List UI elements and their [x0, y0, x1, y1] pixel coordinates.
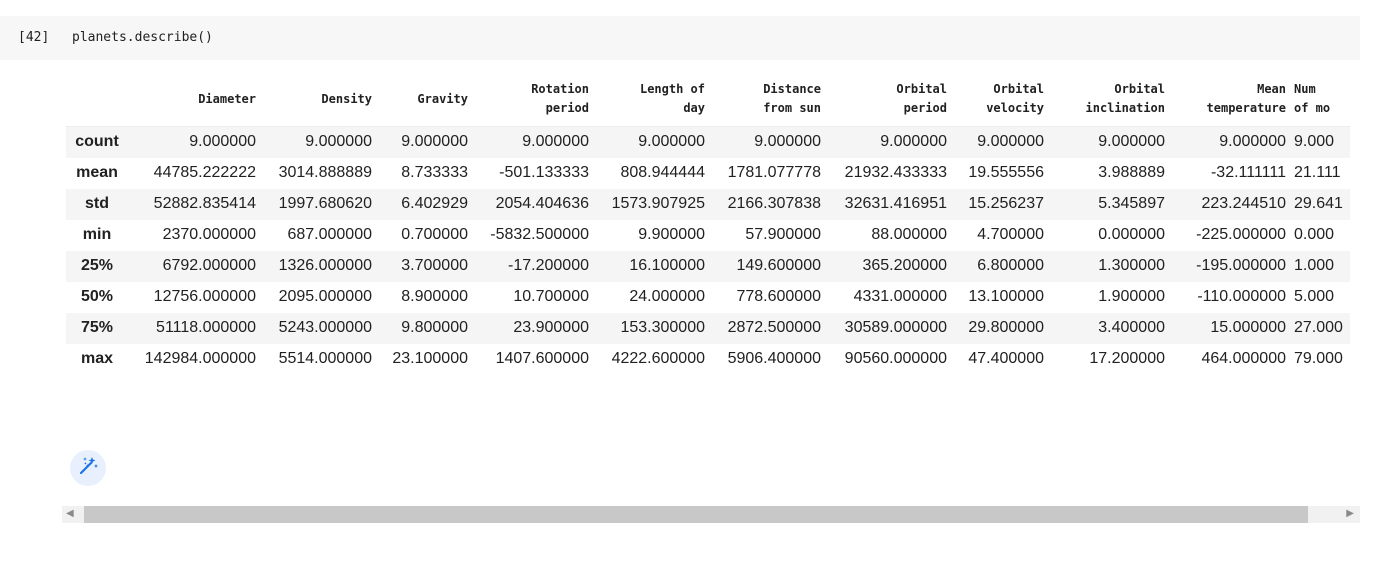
- magic-wand-button[interactable]: [70, 450, 106, 486]
- table-cell: 1997.680620: [278, 195, 372, 212]
- table-cell: 9.000000: [1219, 133, 1286, 151]
- table-cell: 16.100000: [629, 257, 705, 274]
- table-cell: 8.733333: [401, 164, 468, 181]
- scrollbar-thumb[interactable]: [84, 506, 1308, 523]
- horizontal-scrollbar[interactable]: [62, 506, 1360, 523]
- table-cell: 9.000000: [305, 133, 372, 151]
- column-header: Orbital inclination: [1048, 72, 1169, 127]
- table-cell: 19.555556: [968, 164, 1044, 181]
- column-header: Density: [260, 72, 376, 127]
- table-cell: 1.000: [1294, 257, 1335, 274]
- row-label: mean: [76, 164, 118, 181]
- table-cell: 3014.888889: [278, 164, 372, 181]
- row-label: std: [85, 195, 109, 212]
- table-cell: 9.000: [1294, 133, 1335, 151]
- table-cell: 1.300000: [1098, 257, 1165, 274]
- table-cell: 0.000: [1294, 226, 1335, 243]
- table-cell: 9.800000: [401, 319, 468, 336]
- table-row: [66, 127, 1350, 158]
- table-cell: 9.000000: [189, 133, 256, 151]
- table-cell: 3.988889: [1098, 164, 1165, 181]
- table-cell: 5243.000000: [278, 319, 372, 336]
- table-cell: 2166.307838: [727, 195, 821, 212]
- table-cell: 1326.000000: [278, 257, 372, 274]
- table-cell: 4.700000: [977, 226, 1044, 243]
- table-cell: -501.133333: [499, 164, 589, 181]
- code-editor-text[interactable]: planets.describe(): [72, 30, 213, 45]
- table-cell: 21932.433333: [844, 164, 947, 181]
- table-cell: 29.800000: [968, 319, 1044, 336]
- column-header: Length of day: [593, 72, 709, 127]
- table-cell: 2370.000000: [162, 226, 256, 243]
- table-cell: 6.800000: [977, 257, 1044, 274]
- table-cell: 0.000000: [1098, 226, 1165, 243]
- table-cell: 0.700000: [401, 226, 468, 243]
- describe-table: [66, 72, 1350, 375]
- table-cell: 79.000: [1294, 350, 1343, 367]
- table-cell: 13.100000: [968, 288, 1044, 305]
- table-row: [66, 220, 1350, 251]
- column-header: Diameter: [128, 72, 260, 127]
- table-cell: 57.900000: [745, 226, 821, 243]
- table-cell: 24.000000: [629, 288, 705, 305]
- table-cell: 9.900000: [638, 226, 705, 243]
- row-label: count: [75, 133, 119, 151]
- table-cell: 5.000: [1294, 288, 1335, 305]
- table-cell: 51118.000000: [156, 319, 256, 336]
- table-cell: 52882.835414: [153, 195, 256, 212]
- table-cell: -195.000000: [1196, 257, 1286, 274]
- table-cell: 23.100000: [392, 350, 468, 367]
- column-header: Num of mo: [1290, 72, 1350, 127]
- column-header: Rotation period: [472, 72, 593, 127]
- table-cell: 23.900000: [513, 319, 589, 336]
- table-cell: 142984.000000: [144, 350, 256, 367]
- magic-wand-icon: [77, 455, 99, 482]
- table-cell: 15.000000: [1210, 319, 1286, 336]
- table-row: [66, 313, 1350, 344]
- scroll-left-arrow-icon[interactable]: ◀: [66, 508, 74, 519]
- table-cell: 90560.000000: [844, 350, 947, 367]
- table-cell: 21.111: [1294, 164, 1341, 181]
- table-cell: 6792.000000: [162, 257, 256, 274]
- table-cell: 15.256237: [968, 195, 1044, 212]
- table-cell: 149.600000: [736, 257, 821, 274]
- table-row: [66, 344, 1350, 375]
- table-row: [66, 189, 1350, 220]
- row-label: 25%: [80, 257, 114, 274]
- table-cell: 2872.500000: [727, 319, 821, 336]
- table-cell: 27.000: [1294, 319, 1343, 336]
- table-cell: 2054.404636: [495, 195, 589, 212]
- table-cell: 8.900000: [401, 288, 468, 305]
- table-cell: 9.000000: [401, 133, 468, 151]
- table-cell: 1407.600000: [495, 350, 589, 367]
- table-cell: 3.400000: [1098, 319, 1165, 336]
- table-cell: 9.000000: [522, 133, 589, 151]
- table-cell: 32631.416951: [844, 195, 947, 212]
- table-cell: 365.200000: [862, 257, 947, 274]
- table-cell: 153.300000: [620, 319, 705, 336]
- table-cell: 687.000000: [287, 226, 372, 243]
- table-header-row: [66, 72, 1350, 127]
- row-label: max: [80, 350, 114, 367]
- column-header: Orbital period: [825, 72, 951, 127]
- scroll-right-arrow-icon[interactable]: ▶: [1346, 508, 1354, 519]
- table-cell: 223.244510: [1201, 195, 1286, 212]
- table-cell: 5906.400000: [727, 350, 821, 367]
- table-cell: -5832.500000: [490, 226, 589, 243]
- table-row: [66, 251, 1350, 282]
- table-cell: 1781.077778: [727, 164, 821, 181]
- table-row: [66, 158, 1350, 189]
- index-header: [66, 72, 128, 127]
- table-cell: 6.402929: [401, 195, 468, 212]
- table-cell: 9.000000: [1098, 133, 1165, 151]
- table-cell: 9.000000: [977, 133, 1044, 151]
- table-cell: 9.000000: [880, 133, 947, 151]
- row-label: min: [82, 226, 112, 243]
- table-cell: 10.700000: [513, 288, 589, 305]
- table-cell: 3.700000: [401, 257, 468, 274]
- table-cell: 2095.000000: [278, 288, 372, 305]
- column-header: Distance from sun: [709, 72, 825, 127]
- table-cell: 464.000000: [1201, 350, 1286, 367]
- table-cell: 88.000000: [871, 226, 947, 243]
- table-cell: -110.000000: [1197, 288, 1286, 305]
- table-cell: 5.345897: [1098, 195, 1165, 212]
- table-cell: 808.944444: [620, 164, 705, 181]
- row-label: 50%: [80, 288, 114, 305]
- table-cell: 1573.907925: [611, 195, 705, 212]
- table-cell: -32.111111: [1210, 164, 1286, 181]
- table-cell: 9.000000: [754, 133, 821, 151]
- table-cell: 44785.222222: [153, 164, 256, 181]
- column-header: Mean temperature: [1169, 72, 1290, 127]
- dataframe-output: [66, 72, 1360, 452]
- column-header: Orbital velocity: [951, 72, 1048, 127]
- table-cell: 47.400000: [968, 350, 1044, 367]
- table-cell: -225.000000: [1196, 226, 1286, 243]
- table-cell: 4222.600000: [611, 350, 705, 367]
- table-cell: 29.641: [1294, 195, 1343, 212]
- table-cell: -17.200000: [508, 257, 589, 274]
- table-cell: 17.200000: [1089, 350, 1165, 367]
- row-label: 75%: [80, 319, 114, 336]
- table-cell: 5514.000000: [278, 350, 372, 367]
- execution-count: [42]: [18, 30, 50, 45]
- table-cell: 4331.000000: [853, 288, 947, 305]
- table-cell: 12756.000000: [153, 288, 256, 305]
- table-cell: 30589.000000: [844, 319, 947, 336]
- table-cell: 9.000000: [638, 133, 705, 151]
- table-row: [66, 282, 1350, 313]
- column-header: Gravity: [376, 72, 472, 127]
- table-cell: 1.900000: [1098, 288, 1165, 305]
- table-cell: 778.600000: [736, 288, 821, 305]
